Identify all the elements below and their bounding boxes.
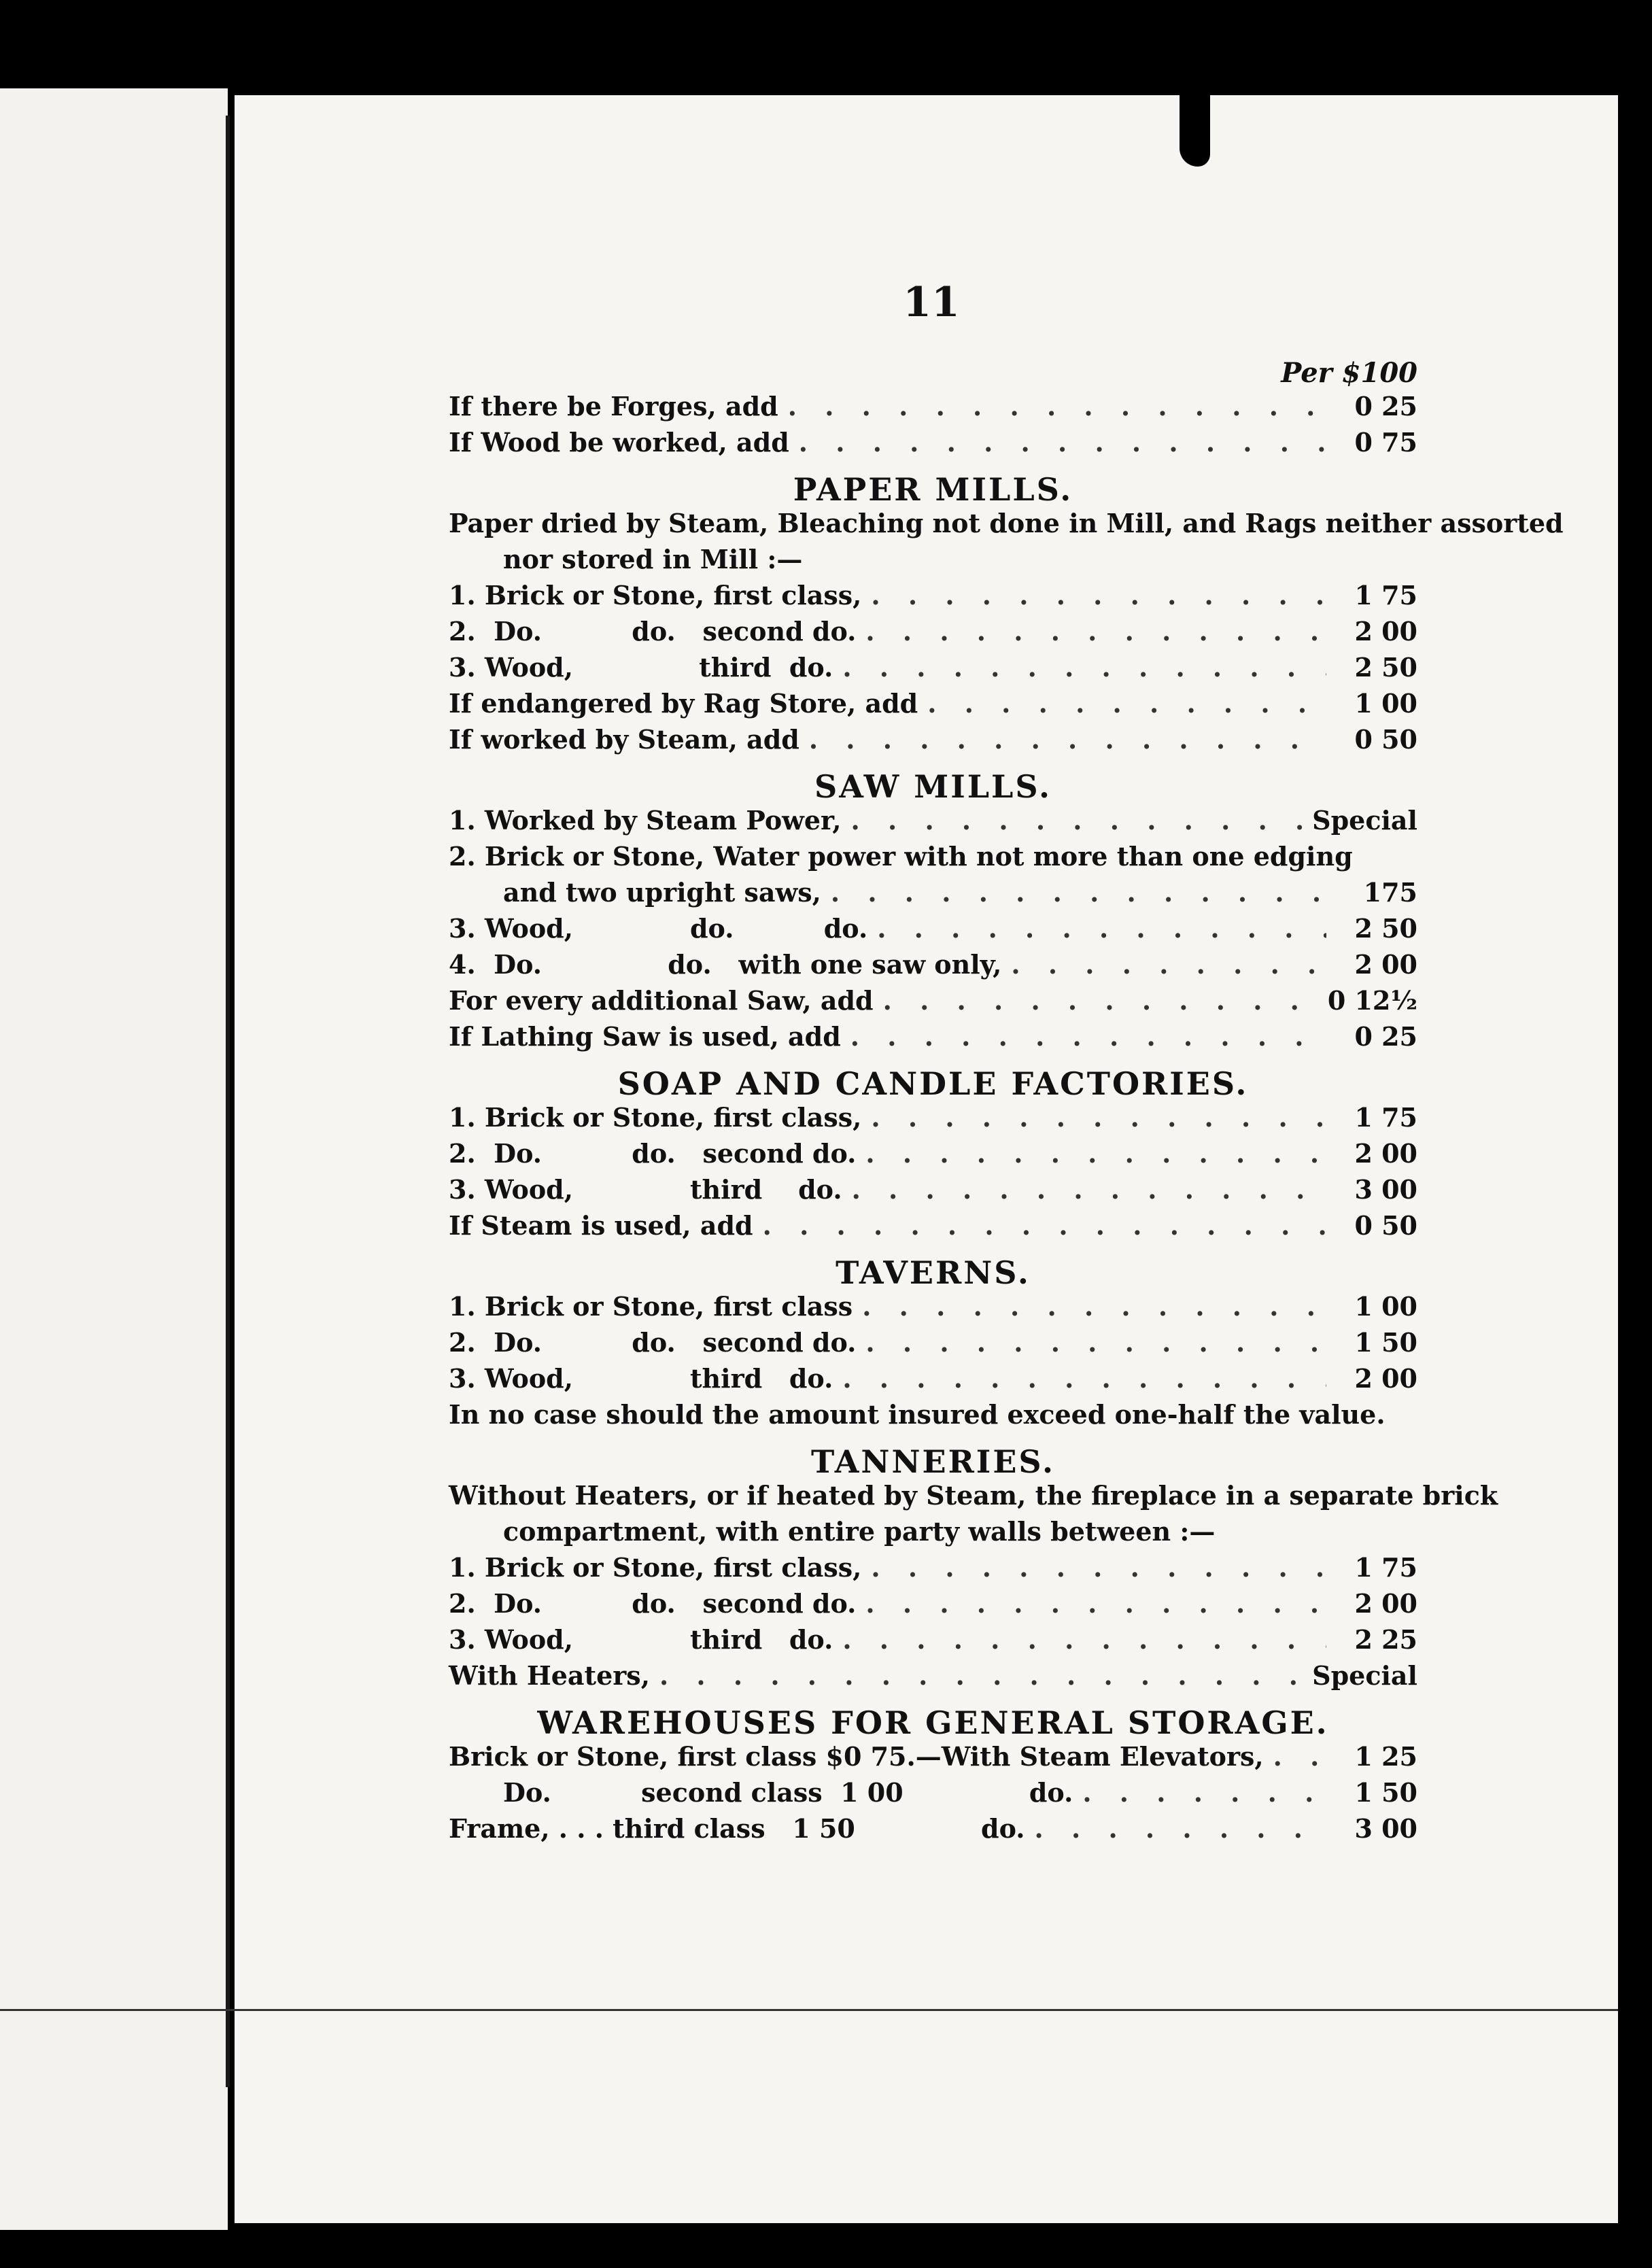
section-heading-warehouses: WAREHOUSES FOR GENERAL STORAGE. — [537, 1704, 1329, 1741]
rate-row: 3. Wood, third do. . . . 2 00 — [449, 1363, 1417, 1399]
section-heading-tanneries: TANNERIES. — [811, 1443, 1055, 1480]
section-heading-soap-candle: SOAP AND CANDLE FACTORIES. — [617, 1065, 1249, 1102]
rate-row-text: 2. Brick or Stone, Water power with not more than one edging — [449, 841, 1353, 872]
rate-header: Per $100 — [1281, 357, 1417, 389]
rate-row: and two upright saws, . . . 175 — [449, 877, 1417, 913]
rate-row: If Steam is used, add . . . 0 50 — [449, 1210, 1417, 1246]
rate-row: 2. Do. do. second do. . . . 1 50 — [449, 1327, 1417, 1363]
rate-row: 4. Do. do. with one saw only, . . . 2 00 — [449, 949, 1417, 985]
section-intro: Without Heaters, or if heated by Steam, the fireplace in a separate brick — [449, 1480, 1498, 1511]
section-intro: nor stored in Mill :— — [503, 544, 803, 574]
rate-row: 1. Brick or Stone, first class, . . . 1 75 — [449, 580, 1417, 616]
rate-row: With Heaters, . . . Special — [449, 1660, 1417, 1696]
rate-row: 2. Do. do. second do. . . . 2 00 — [449, 1138, 1417, 1174]
bottom-rule — [0, 2009, 1618, 2011]
rate-row: If Lathing Saw is used, add . . . 0 25 — [449, 1021, 1417, 1057]
rate-row: 1. Worked by Steam Power, . . . Special — [449, 805, 1417, 841]
rate-row: 1. Brick or Stone, first class, . . . 1 75 — [449, 1102, 1417, 1138]
rate-row: 2. Do. do. second do. . . . 2 00 — [449, 616, 1417, 652]
section-intro: Paper dried by Steam, Bleaching not done in Mill, and Rags neither assorted — [449, 508, 1564, 538]
rate-row: 3. Wood, do. do. . . . 2 50 — [449, 913, 1417, 949]
rate-row: 2. Do. do. second do. . . . 2 00 — [449, 1588, 1417, 1624]
rate-row: Frame, . . . third class 1 50 do. . . . 3 00 — [449, 1813, 1417, 1849]
binding-rule — [226, 116, 230, 2087]
section-intro: compartment, with entire party walls between :— — [503, 1516, 1216, 1547]
rate-row: Brick or Stone, first class $0 75.—With Steam Elevators, . . . 1 25 — [449, 1741, 1417, 1777]
adjacent-page-strip — [0, 88, 228, 2230]
section-heading-paper-mills: PAPER MILLS. — [793, 471, 1073, 508]
rate-row: 3. Wood, third do. . . . 2 50 — [449, 652, 1417, 688]
rate-row: If worked by Steam, add . . . 0 50 — [449, 724, 1417, 760]
rate-row: 1. Brick or Stone, first class . . . 1 00 — [449, 1291, 1417, 1327]
rate-row: 3. Wood, third do. . . . 3 00 — [449, 1174, 1417, 1210]
section-note: In no case should the amount insured exceed one-half the value. — [449, 1399, 1386, 1430]
section-heading-saw-mills: SAW MILLS. — [814, 768, 1052, 805]
rate-row: If there be Forges, add . . . 0 25 — [449, 391, 1417, 427]
rate-row: 3. Wood, third do. . . . 2 25 — [449, 1624, 1417, 1660]
rate-row: If Wood be worked, add . . . 0 75 — [449, 427, 1417, 463]
page-tear — [1180, 95, 1210, 167]
rate-row: 1. Brick or Stone, first class, . . . 1 75 — [449, 1552, 1417, 1588]
section-heading-taverns: TAVERNS. — [836, 1254, 1031, 1291]
rate-row: Do. second class 1 00 do. . . . 1 50 — [449, 1777, 1417, 1813]
rate-row: If endangered by Rag Store, add . . . 1 00 — [449, 688, 1417, 724]
page-number: 11 — [903, 279, 960, 326]
rate-row: For every additional Saw, add . . . 0 12½ — [449, 985, 1417, 1021]
